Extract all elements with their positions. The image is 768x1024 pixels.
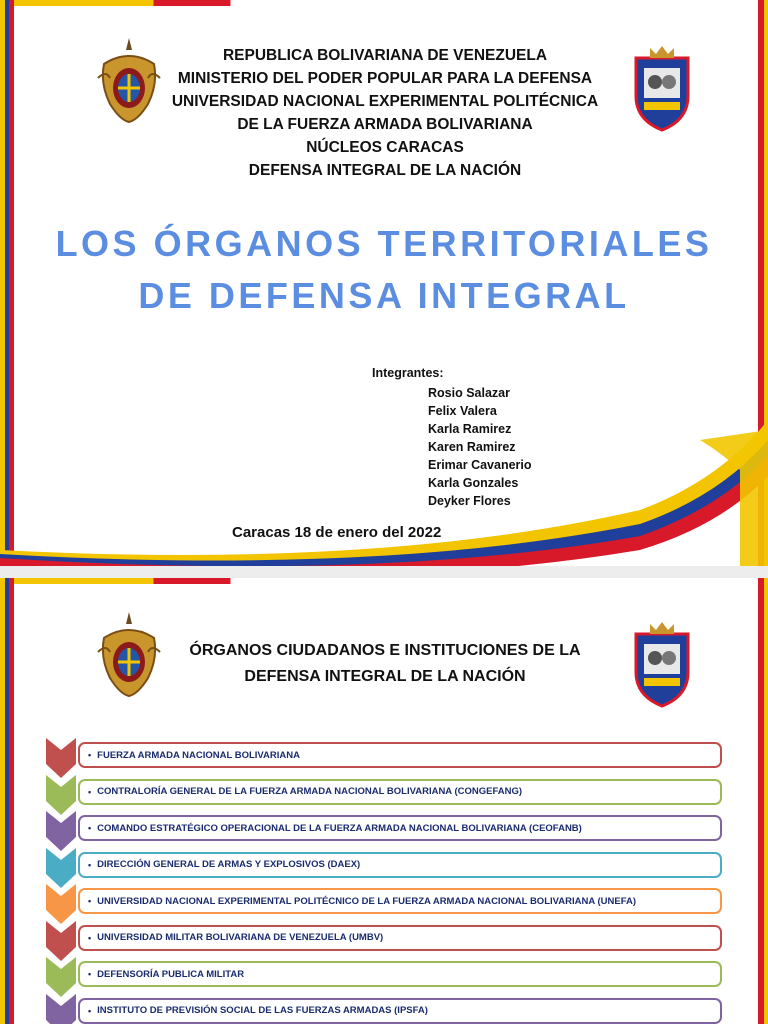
date-line: Caracas 18 de enero del 2022 bbox=[232, 524, 442, 541]
list-item bbox=[46, 994, 726, 1024]
bullet: • bbox=[88, 1005, 92, 1016]
bullet: • bbox=[88, 786, 92, 797]
bullet: • bbox=[88, 896, 92, 906]
chevron-down-icon bbox=[46, 811, 76, 851]
member-name: Deyker Flores bbox=[428, 494, 511, 508]
flag-stripe-right bbox=[758, 578, 768, 1024]
header-line: DEFENSA INTEGRAL DE LA NACIÓN bbox=[248, 162, 522, 179]
chevron-down-icon bbox=[46, 957, 76, 997]
presentation-title bbox=[20, 218, 748, 322]
list-item bbox=[46, 921, 726, 955]
unefa-crest-icon bbox=[630, 42, 694, 132]
unefa-crest-icon bbox=[630, 618, 694, 708]
member-name: Felix Valera bbox=[428, 404, 497, 418]
header-line: MINISTERIO DEL PODER POPULAR PARA LA DEFENSA bbox=[177, 70, 593, 87]
header-line: NÚCLEOS CARACAS bbox=[306, 139, 464, 156]
list-item-label: DEFENSORÍA PUBLICA MILITAR bbox=[97, 968, 245, 980]
flag-stripe-top bbox=[0, 578, 768, 584]
list-item-box bbox=[78, 779, 722, 805]
list-item bbox=[46, 957, 726, 991]
title-line: DE DEFENSA INTEGRAL bbox=[138, 275, 630, 316]
member-name: Rosio Salazar bbox=[428, 386, 510, 400]
header-line: UNIVERSIDAD NACIONAL EXPERIMENTAL POLITÉCNICA bbox=[171, 93, 599, 110]
chevron-down-icon bbox=[46, 884, 76, 924]
heading-line: ÓRGANOS CIUDADANOS E INSTITUCIONES DE LA bbox=[189, 642, 581, 659]
list-item-box bbox=[78, 998, 722, 1024]
member-name: Karla Gonzales bbox=[428, 476, 519, 490]
list-item-box bbox=[78, 888, 722, 914]
institution-header bbox=[150, 44, 620, 182]
flag-stripe-left bbox=[0, 578, 14, 1024]
header-line: REPUBLICA BOLIVARIANA DE VENEZUELA bbox=[222, 47, 548, 64]
list-item-label: CONTRALORÍA GENERAL DE LA FUERZA ARMADA NACIONAL BOLIVARIANA (CONGEFANG) bbox=[97, 786, 523, 797]
list-item-box bbox=[78, 961, 722, 987]
list-item bbox=[46, 738, 726, 772]
heading-line: DEFENSA INTEGRAL DE LA NACIÓN bbox=[244, 668, 526, 685]
slide-heading bbox=[160, 638, 610, 690]
list-item-label: FUERZA ARMADA NACIONAL BOLIVARIANA bbox=[97, 749, 300, 761]
military-crest-icon bbox=[96, 608, 162, 700]
list-item-label: INSTITUTO DE PREVISIÓN SOCIAL DE LAS FUERZAS ARMADAS (IPSFA) bbox=[97, 1005, 428, 1016]
list-item-label: DIRECCIÓN GENERAL DE ARMAS Y EXPLOSIVOS (DAEX) bbox=[97, 859, 361, 870]
list-item bbox=[46, 884, 726, 918]
chevron-down-icon bbox=[46, 921, 76, 961]
chevron-down-icon bbox=[46, 994, 76, 1024]
member-name: Karla Ramirez bbox=[428, 422, 512, 436]
list-item bbox=[46, 848, 726, 882]
list-item-box bbox=[78, 925, 722, 951]
list-item-label: UNIVERSIDAD MILITAR BOLIVARIANA DE VENEZUELA (UMBV) bbox=[97, 932, 384, 943]
flag-ribbon-decoration bbox=[0, 400, 768, 566]
list-item-box bbox=[78, 815, 722, 841]
member-name: Erimar Cavanerio bbox=[428, 458, 532, 472]
bullet: • bbox=[88, 932, 92, 943]
member-name: Karen Ramirez bbox=[428, 440, 516, 454]
bullet: • bbox=[88, 969, 92, 979]
chevron-down-icon bbox=[46, 848, 76, 888]
members-label: Integrantes: bbox=[372, 366, 444, 380]
list-item bbox=[46, 811, 726, 845]
title-line: LOS ÓRGANOS TERRITORIALES bbox=[55, 223, 713, 264]
list-item-label: COMANDO ESTRATÉGICO OPERACIONAL DE LA FUERZA ARMADA NACIONAL BOLIVARIANA (CEOFANB) bbox=[97, 822, 582, 834]
slide-organs-list bbox=[0, 578, 768, 1024]
list-item-box bbox=[78, 742, 722, 768]
bullet: • bbox=[88, 750, 92, 760]
bullet: • bbox=[88, 823, 92, 833]
list-item-label: UNIVERSIDAD NACIONAL EXPERIMENTAL POLITÉCNICO DE LA FUERZA ARMADA NACIONAL BOLIVARIANA (UNEFA) bbox=[97, 895, 637, 907]
flag-stripe-top bbox=[0, 0, 768, 6]
chevron-down-icon bbox=[46, 738, 76, 778]
list-item-box bbox=[78, 852, 722, 878]
chevron-down-icon bbox=[46, 775, 76, 815]
bullet: • bbox=[88, 859, 92, 870]
header-line: DE LA FUERZA ARMADA BOLIVARIANA bbox=[237, 116, 533, 133]
list-item bbox=[46, 775, 726, 809]
